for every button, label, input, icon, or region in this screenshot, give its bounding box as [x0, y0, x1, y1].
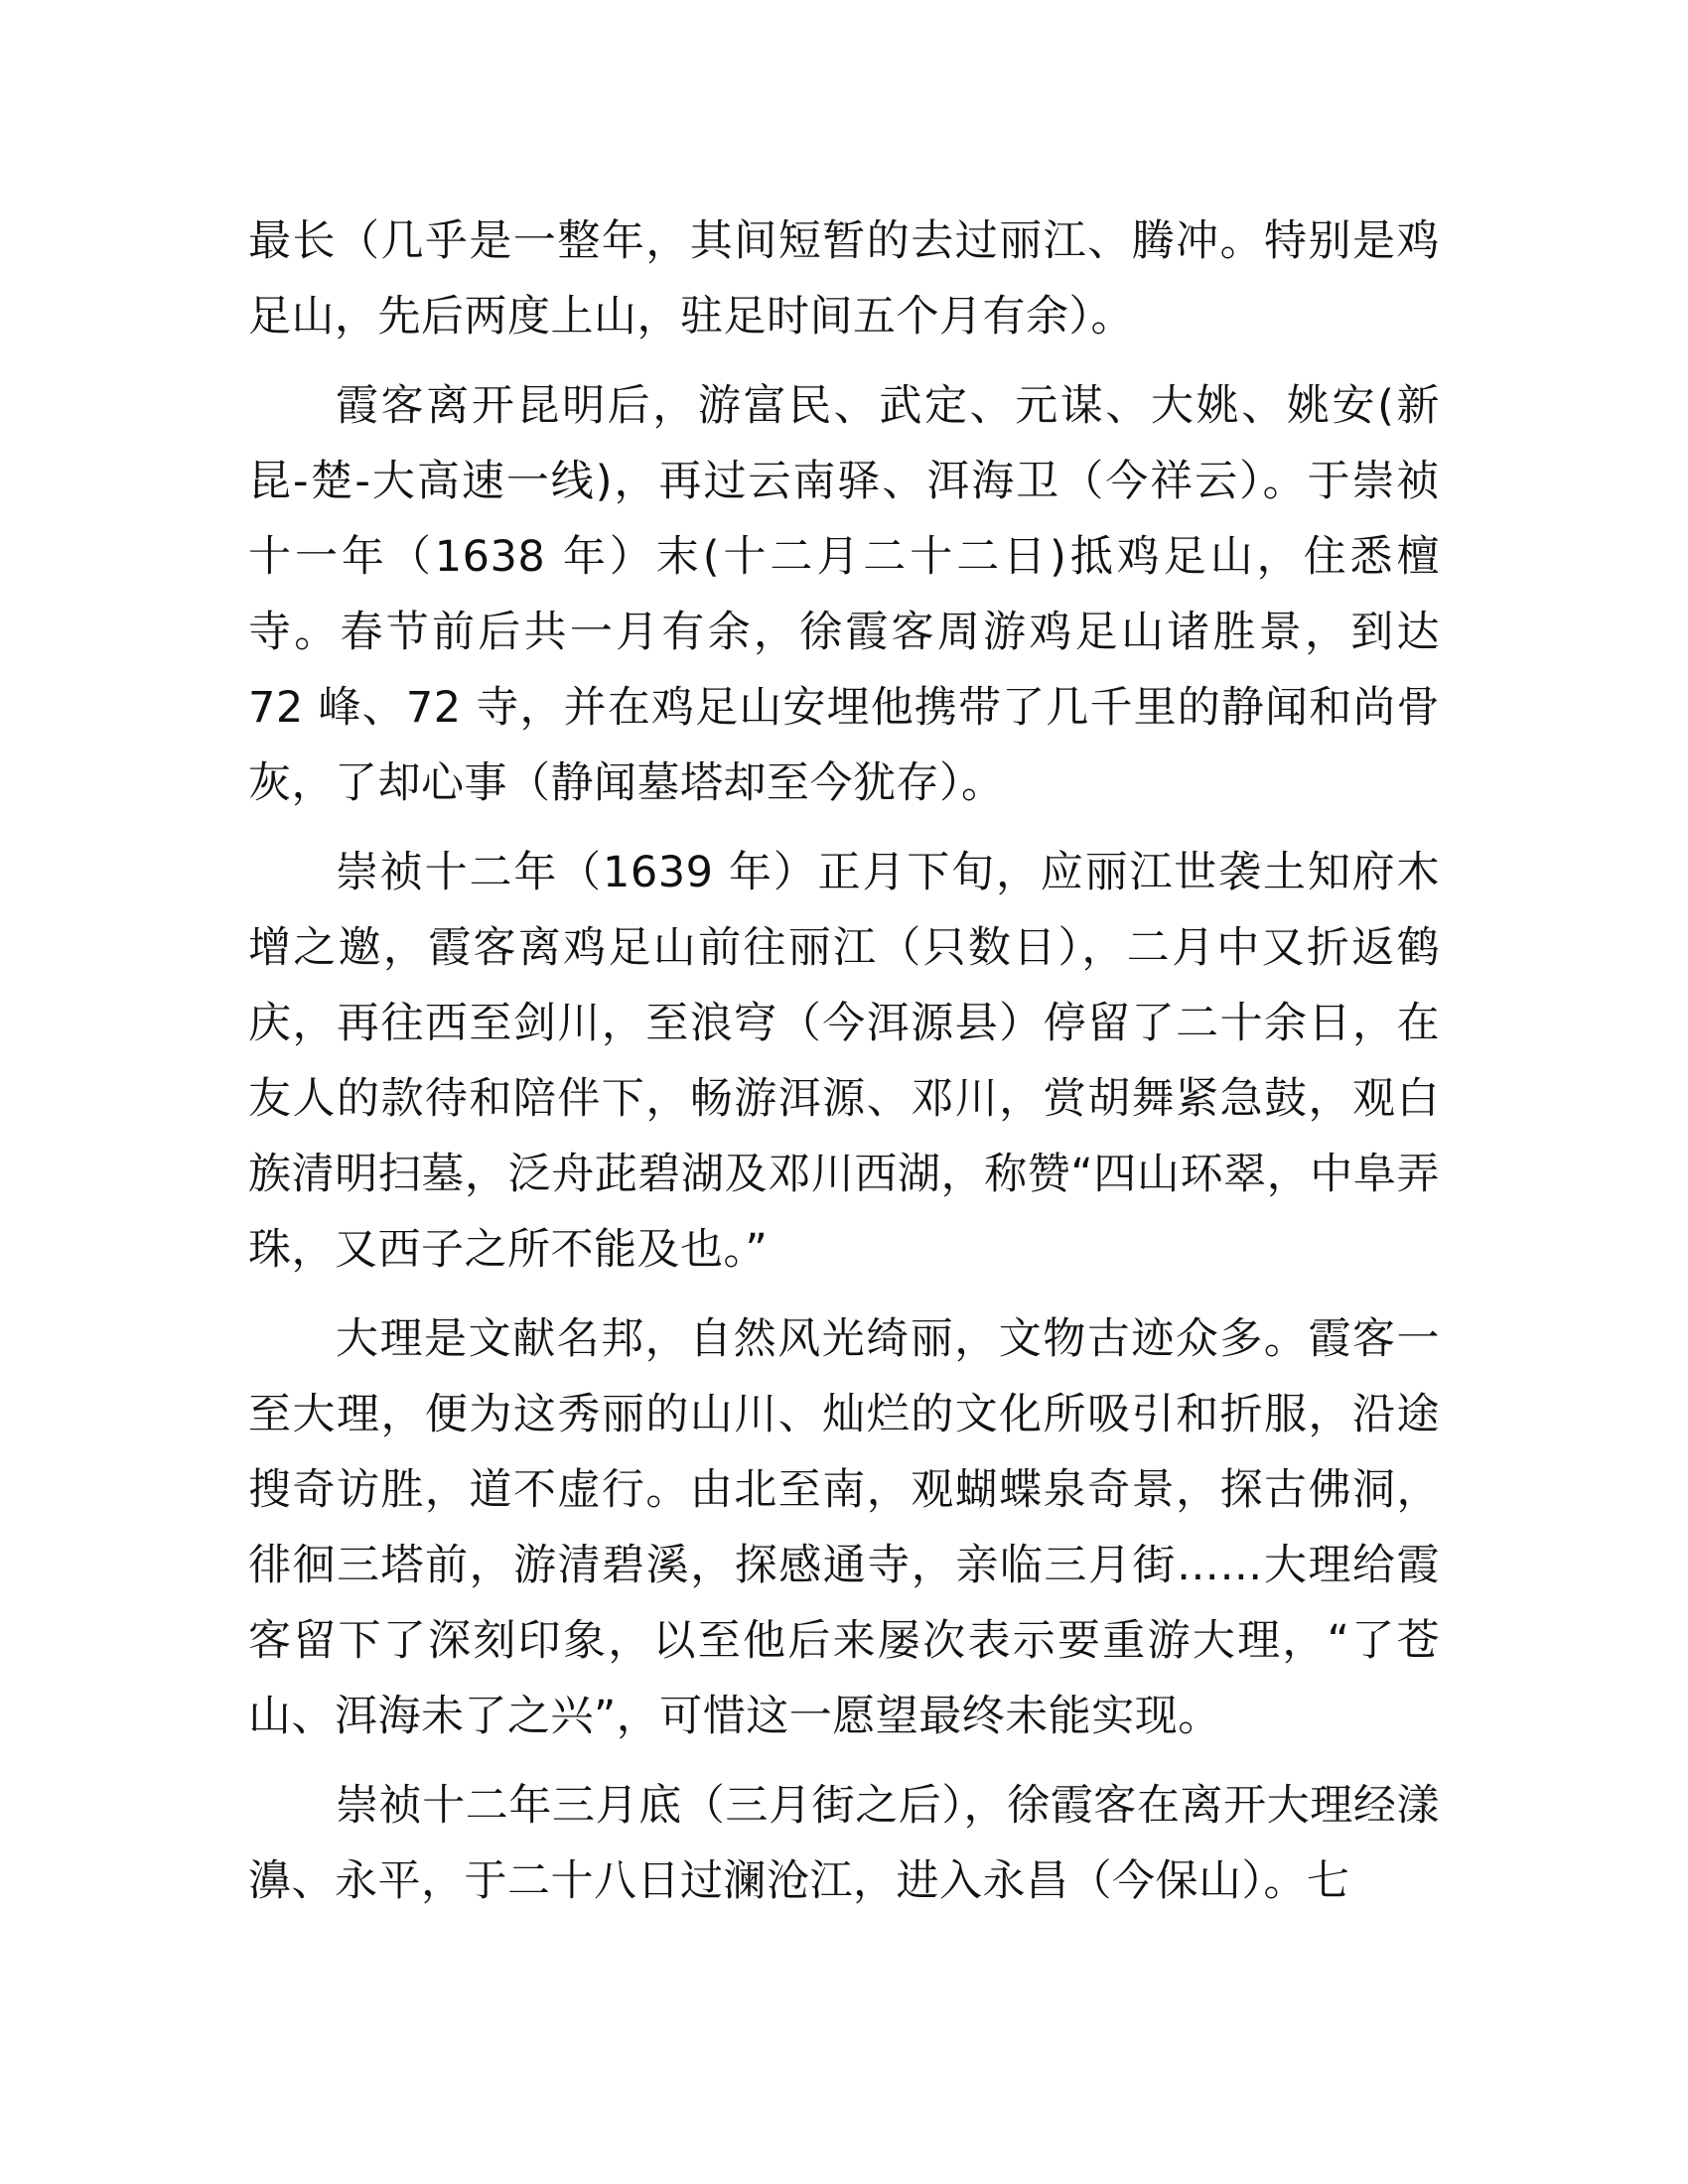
- body-text: [248, 204, 1440, 1933]
- paragraph-5: 崇祯十二年三月底（三月街之后），徐霞客在离开大理经漾濞、永平，于二十八日过澜沧江，进入永昌（今保山）。七: [248, 1781, 1440, 1906]
- paragraph-1: 最长（几乎是一整年，其间短暂的去过丽江、腾冲。特别是鸡足山，先后两度上山，驻足时间五个月有余）。: [248, 216, 1440, 341]
- paragraph-2: 霞客离开昆明后，游富民、武定、元谋、大姚、姚安(新昆-楚-大高速一线)，再过云南驿、洱海卫（今祥云）。于崇祯十一年（1638 年）末(十二月二十二日)抵鸡足山，住悉檀寺。春节前后共一月有余，徐霞客周游鸡足山诸胜景，到达 72 峰、72 寺，并在鸡足山安埋他携带了几千里的静闻和尚骨灰，了却心事（静闻墓塔却至今犹存）。: [248, 381, 1440, 808]
- paragraph-4: 大理是文献名邦，自然风光绮丽，文物古迹众多。霞客一至大理，便为这秀丽的山川、灿烂的文化所吸引和折服，沿途搜奇访胜，道不虚行。由北至南，观蝴蝶泉奇景，探古佛洞，徘徊三塔前，游清碧溪，探感通寺，亲临三月街……大理给霞客留下了深刻印象，以至他后来屡次表示要重游大理，“了苍山、洱海未了之兴”，可惜这一愿望最终未能实现。: [248, 1314, 1440, 1741]
- paragraph-3: 崇祯十二年（1639 年）正月下旬，应丽江世袭土知府木增之邀，霞客离鸡足山前往丽江（只数日），二月中又折返鹤庆，再往西至剑川，至浪穹（今洱源县）停留了二十余日，在友人的款待和陪伴下，畅游洱源、邓川，赏胡舞紧急鼓，观白族清明扫墓，泛舟茈碧湖及邓川西湖，称赞“四山环翠，中阜弄珠，又西子之所不能及也。”: [248, 848, 1440, 1275]
